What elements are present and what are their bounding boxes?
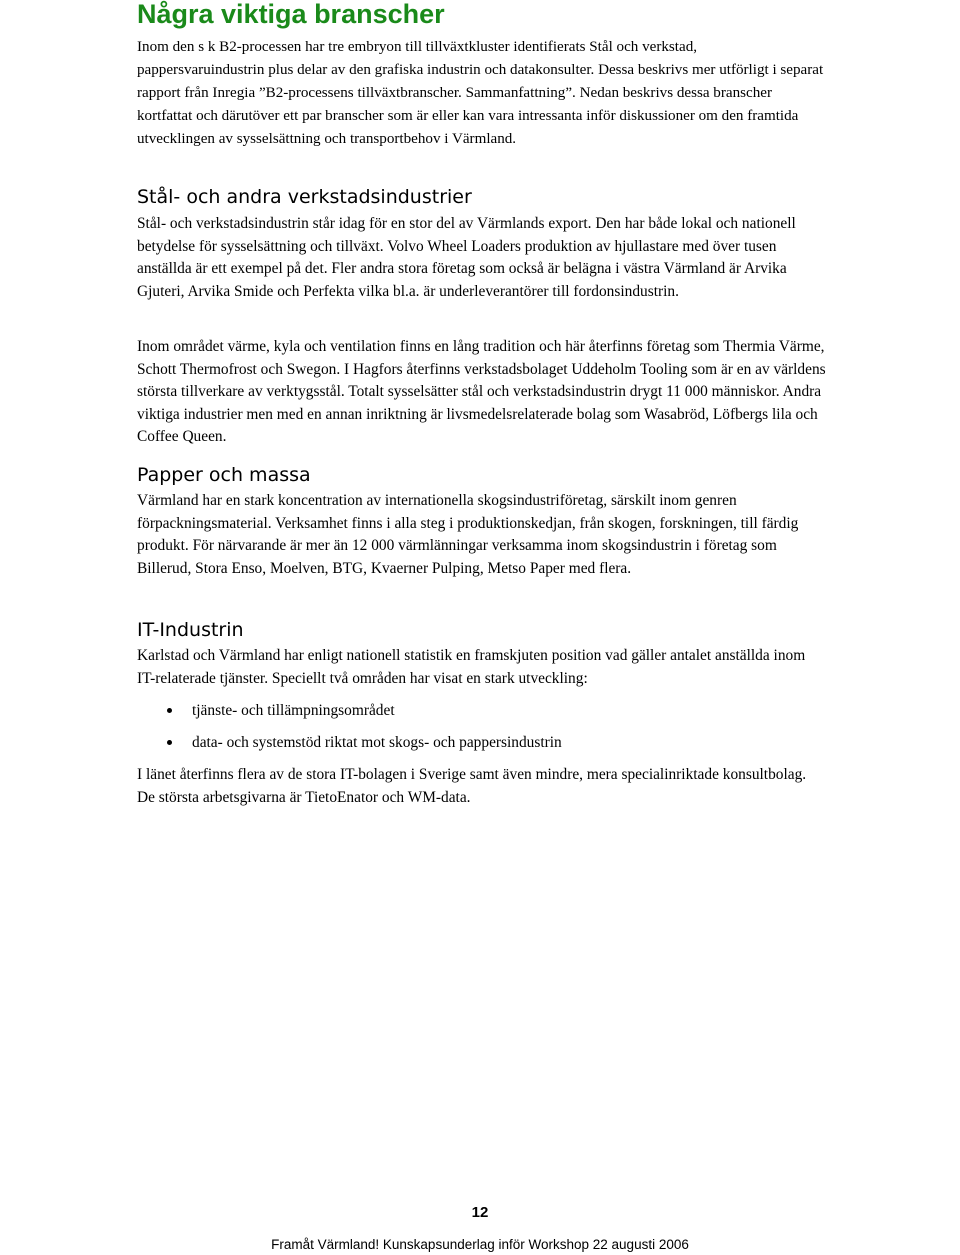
page-footer: Framåt Värmland! Kunskapsunderlag inför Workshop 22 augusti 2006: [271, 1237, 689, 1252]
section-heading-it: IT-Industrin: [137, 619, 244, 641]
it-closing-paragraph: I länet återfinns flera av de stora IT-bolagen i Sverige samt även mindre, mera specialinriktade konsultbolag. De största arbetsgivarna är TietoEnator och WM-data.: [137, 766, 807, 806]
page-title: Några viktiga branscher: [137, 0, 445, 29]
intro-paragraph: Inom den s k B2-processen har tre embryon till tillväxtkluster identifierats Stål och verkstad, pappersvaruindustrin plus delar av den grafiska industrin och datakonsulter. Dessa beskrivs mer utförligt i separat rapport från Inregia ”B2-processens tillväxtbranscher. Sammanfattning”. Nedan beskrivs dessa branscher kortfattat och därutöver ett par branscher som är eller kan vara intressanta inför diskussioner om den framtida utvecklingen av sysselsättning och transportbehov i Värmland.: [137, 39, 824, 147]
list-item: data- och systemstöd riktat mot skogs- och pappersindustrin: [137, 732, 827, 764]
steel-paragraph-2: Inom området värme, kyla och ventilation finns en lång tradition och här återfinns företag som Thermia Värme, Schott Thermofrost och Swegon. I Hagfors återfinns verkstadsbolaget Uddeholm Tooling som är en av världens största tillverkare av verktygsstål. Totalt sysselsätter stål och verkstadsindustrin drygt 11 000 människor. Andra viktiga industrier men med en annan inriktning är livsmedelsrelaterade bolag som Wasabröd, Löfbergs lila och Coffee Queen.: [137, 338, 826, 446]
steel-paragraph-1: Stål- och verkstadsindustrin står idag för en stor del av Värmlands export. Den har både lokal och nationell betydelse för sysselsättning och tillväxt. Volvo Wheel Loaders produktion av hjullastare med över tusen anställda är ett exempel på det. Fler andra stora företag som också är belägna i västra Värmland är Arvika Gjuteri, Arvika Smide och Perfekta vilka bl.a. är underleverantörer till fordonsindustrin.: [137, 215, 796, 300]
page-number: 12: [471, 1204, 489, 1221]
paper-paragraph: Värmland har en stark koncentration av internationella skogsindustriföretag, särskilt inom genren förpackningsmaterial. Verksamhet finns i alla steg i produktionskedjan, från skogen, forskningen, till färdig produkt. För närvarande är mer än 12 000 värmlänningar verksamma inom skogsindustrin i företag som Billerud, Stora Enso, Moelven, BTG, Kvaerner Pulping, Metso Paper med flera.: [137, 492, 799, 577]
it-paragraph: Karlstad och Värmland har enligt nationell statistik en framskjuten position vad gäller antalet anställda inom IT-relaterade tjänster. Speciellt två områden har visat en stark utveckling:: [137, 647, 806, 687]
section-heading-steel: Stål- och andra verkstadsindustrier: [137, 186, 472, 208]
it-bullet-list: [137, 700, 827, 764]
section-heading-paper: Papper och massa: [137, 464, 311, 486]
list-item: tjänste- och tillämpningsområdet: [137, 700, 827, 732]
